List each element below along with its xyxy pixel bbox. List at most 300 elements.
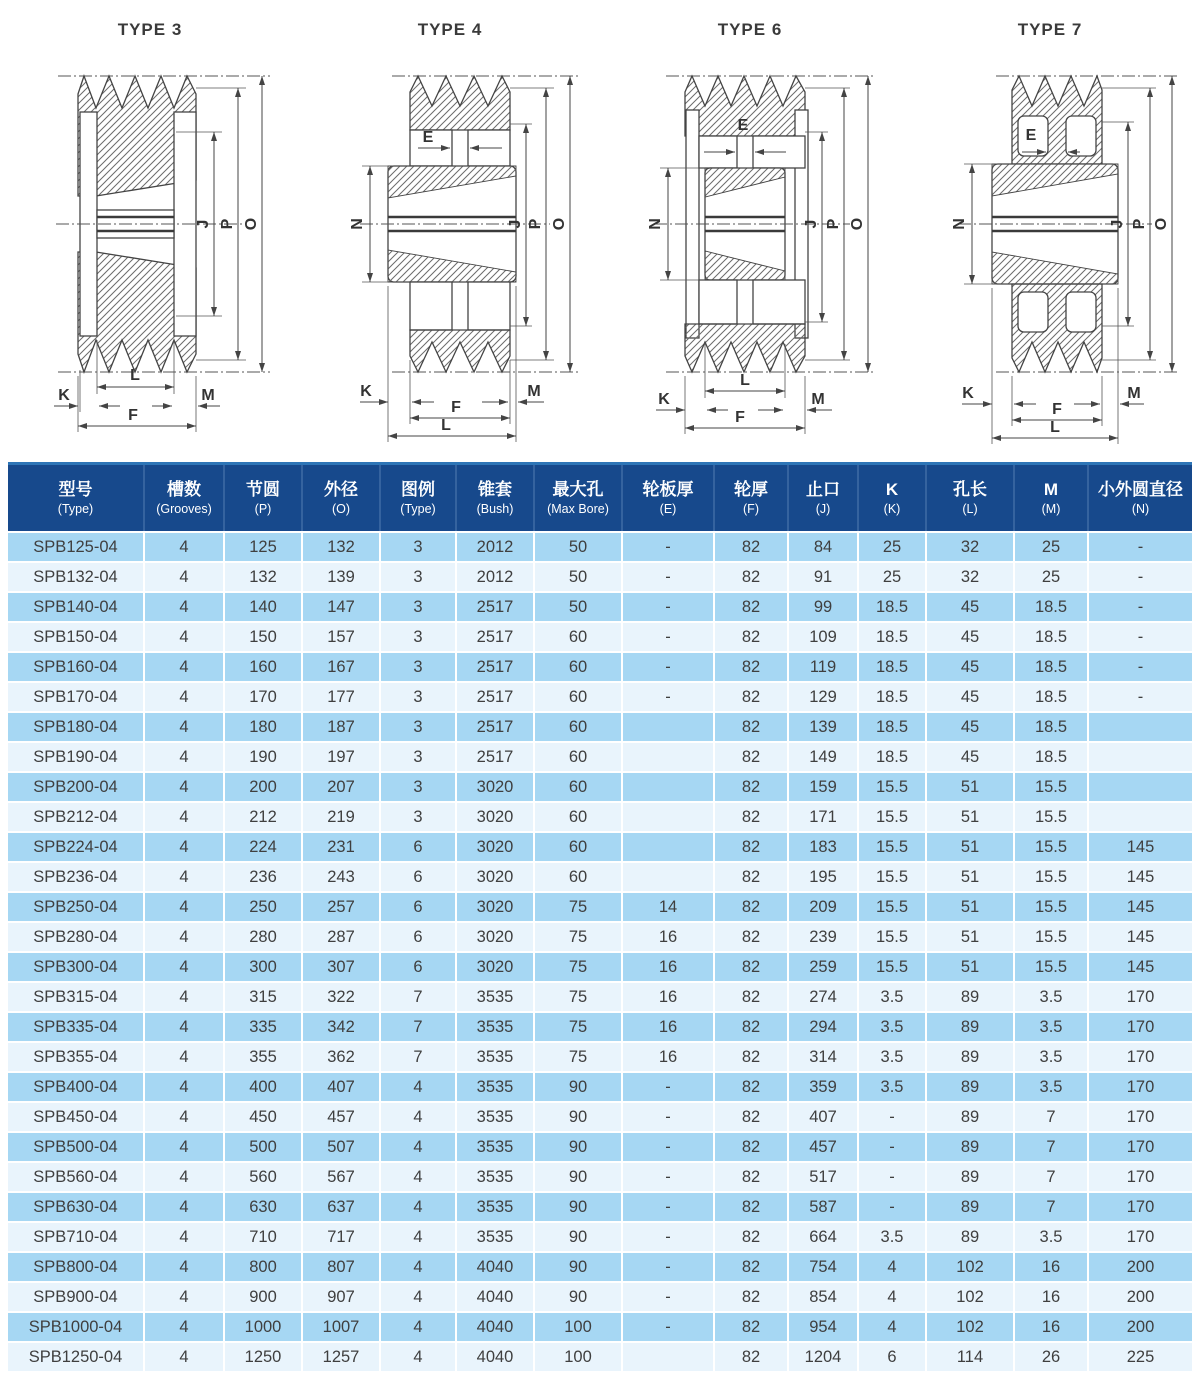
- cell: SPB710-04: [8, 1222, 144, 1252]
- cell: 60: [534, 862, 622, 892]
- cell: 567: [302, 1162, 380, 1192]
- cell: 4: [144, 652, 224, 682]
- table-row: [8, 1132, 1192, 1162]
- cell: 3.5: [858, 1042, 926, 1072]
- cell: 145: [1088, 952, 1192, 982]
- cell: 82: [714, 1132, 788, 1162]
- cell: SPB355-04: [8, 1042, 144, 1072]
- cell: SPB190-04: [8, 742, 144, 772]
- cell: 45: [926, 682, 1014, 712]
- spec-table-header: [8, 464, 1192, 533]
- dim-label-k: K: [658, 391, 670, 408]
- cell: 4: [144, 1222, 224, 1252]
- cell: 60: [534, 742, 622, 772]
- cell: 45: [926, 652, 1014, 682]
- cell: 2517: [456, 592, 534, 622]
- cell: 197: [302, 742, 380, 772]
- cell: 3: [380, 772, 456, 802]
- cell: 170: [1088, 1162, 1192, 1192]
- cell: -: [622, 562, 714, 592]
- cell: -: [1088, 562, 1192, 592]
- cell: 322: [302, 982, 380, 1012]
- col-header-k: K (K): [858, 464, 926, 533]
- cell: 82: [714, 1162, 788, 1192]
- cell: 82: [714, 1252, 788, 1282]
- cell: 15.5: [1014, 922, 1088, 952]
- dim-label-f: F: [1052, 401, 1062, 418]
- cell: 16: [622, 1012, 714, 1042]
- cell: 32: [926, 562, 1014, 592]
- cell: 457: [788, 1132, 858, 1162]
- cell: SPB125-04: [8, 532, 144, 562]
- cell: 82: [714, 922, 788, 952]
- cell: 3535: [456, 1192, 534, 1222]
- cell: 3020: [456, 802, 534, 832]
- cell: 4: [144, 892, 224, 922]
- cell: 754: [788, 1252, 858, 1282]
- cell: 18.5: [1014, 682, 1088, 712]
- cell: 145: [1088, 832, 1192, 862]
- cell: -: [622, 532, 714, 562]
- cell: 139: [788, 712, 858, 742]
- cell: SPB315-04: [8, 982, 144, 1012]
- cell: 91: [788, 562, 858, 592]
- cell: 15.5: [858, 802, 926, 832]
- col-header-figure: 图例 (Type): [380, 464, 456, 533]
- cell: 89: [926, 1042, 1014, 1072]
- dim-label-o: O: [243, 217, 260, 231]
- cell: 4: [144, 1102, 224, 1132]
- cell: 18.5: [858, 682, 926, 712]
- cell: 1000: [224, 1312, 302, 1342]
- cell: [1088, 802, 1192, 832]
- cell: 231: [302, 832, 380, 862]
- cell: 4: [144, 682, 224, 712]
- cell: 7: [1014, 1192, 1088, 1222]
- cell: 15.5: [858, 922, 926, 952]
- cell: 4: [144, 1282, 224, 1312]
- cell: 100: [534, 1342, 622, 1372]
- cell: 82: [714, 682, 788, 712]
- cell: 82: [714, 1342, 788, 1372]
- cell: 90: [534, 1072, 622, 1102]
- cell: 907: [302, 1282, 380, 1312]
- figure-type4: [300, 0, 600, 462]
- cell: 26: [1014, 1342, 1088, 1372]
- cell: 4: [380, 1222, 456, 1252]
- cell: 171: [788, 802, 858, 832]
- cell: 90: [534, 1162, 622, 1192]
- cell: 342: [302, 1012, 380, 1042]
- cell: 100: [534, 1312, 622, 1342]
- cell: 16: [1014, 1252, 1088, 1282]
- cell: 150: [224, 622, 302, 652]
- cell: 82: [714, 652, 788, 682]
- col-header-grooves: 槽数 (Grooves): [144, 464, 224, 533]
- cell: 109: [788, 622, 858, 652]
- cell: 167: [302, 652, 380, 682]
- cell: SPB280-04: [8, 922, 144, 952]
- cell: 224: [224, 832, 302, 862]
- cell: 335: [224, 1012, 302, 1042]
- cell: 2517: [456, 622, 534, 652]
- cell: 50: [534, 592, 622, 622]
- table-row: [8, 712, 1192, 742]
- cell: 170: [1088, 1192, 1192, 1222]
- cell: 157: [302, 622, 380, 652]
- cell: 4: [380, 1252, 456, 1282]
- table-row: [8, 802, 1192, 832]
- cell: 4: [144, 592, 224, 622]
- table-row: [8, 982, 1192, 1012]
- cell: 4: [380, 1312, 456, 1342]
- cell: SPB450-04: [8, 1102, 144, 1132]
- cell: -: [622, 682, 714, 712]
- cell: 82: [714, 982, 788, 1012]
- dim-label-e: E: [422, 129, 434, 146]
- cell: 170: [1088, 1042, 1192, 1072]
- table-row: [8, 682, 1192, 712]
- table-row: [8, 1102, 1192, 1132]
- cell: 2012: [456, 562, 534, 592]
- cell: 15.5: [1014, 862, 1088, 892]
- cell: 82: [714, 802, 788, 832]
- cell: 7: [1014, 1132, 1088, 1162]
- cell: [1088, 712, 1192, 742]
- dim-label-k: K: [360, 383, 372, 400]
- cell: 200: [1088, 1252, 1192, 1282]
- type3-diagram: [0, 14, 300, 444]
- cell: 170: [1088, 1012, 1192, 1042]
- dim-label-j: J: [1109, 219, 1126, 229]
- cell: 3.5: [858, 1222, 926, 1252]
- cell: 90: [534, 1282, 622, 1312]
- cell: 51: [926, 892, 1014, 922]
- spec-table: [8, 462, 1192, 1373]
- cell: 16: [1014, 1282, 1088, 1312]
- cell: 89: [926, 1192, 1014, 1222]
- table-row: [8, 1342, 1192, 1372]
- cell: 132: [302, 532, 380, 562]
- cell: 45: [926, 742, 1014, 772]
- cell: 257: [302, 892, 380, 922]
- cell: 183: [788, 832, 858, 862]
- cell: 4: [144, 1012, 224, 1042]
- cell: SPB180-04: [8, 712, 144, 742]
- col-header-bore-length: 孔长 (L): [926, 464, 1014, 533]
- dim-label-e: E: [1025, 127, 1037, 144]
- cell: 60: [534, 802, 622, 832]
- cell: 82: [714, 892, 788, 922]
- cell: 3020: [456, 772, 534, 802]
- cell: 3535: [456, 1012, 534, 1042]
- table-row: [8, 622, 1192, 652]
- table-row: [8, 562, 1192, 592]
- cell: 200: [1088, 1282, 1192, 1312]
- cell: 170: [1088, 1222, 1192, 1252]
- cell: 4: [858, 1282, 926, 1312]
- cell: 3535: [456, 1102, 534, 1132]
- cell: 6: [380, 832, 456, 862]
- cell: 51: [926, 922, 1014, 952]
- cell: 3: [380, 652, 456, 682]
- cell: 3.5: [858, 1072, 926, 1102]
- dim-label-p: P: [1131, 218, 1148, 230]
- cell: SPB400-04: [8, 1072, 144, 1102]
- cell: -: [622, 1102, 714, 1132]
- cell: 170: [1088, 982, 1192, 1012]
- cell: 3: [380, 562, 456, 592]
- figure-type7: [900, 0, 1200, 462]
- dim-label-k: K: [962, 385, 974, 402]
- cell: 114: [926, 1342, 1014, 1372]
- cell: 3535: [456, 1132, 534, 1162]
- cell: SPB140-04: [8, 592, 144, 622]
- cell: 717: [302, 1222, 380, 1252]
- cell: 294: [788, 1012, 858, 1042]
- cell: 15.5: [858, 952, 926, 982]
- cell: 82: [714, 1042, 788, 1072]
- cell: 60: [534, 682, 622, 712]
- cell: 4: [144, 1042, 224, 1072]
- cell: SPB200-04: [8, 772, 144, 802]
- dim-label-n: N: [951, 218, 968, 230]
- cell: 207: [302, 772, 380, 802]
- col-header-small-outer-dia: 小外圆直径 (N): [1088, 464, 1192, 533]
- cell: -: [622, 1132, 714, 1162]
- cell: 82: [714, 592, 788, 622]
- dim-label-f: F: [735, 409, 745, 426]
- cell: 82: [714, 952, 788, 982]
- cell: 195: [788, 862, 858, 892]
- cell: 243: [302, 862, 380, 892]
- cell: [622, 1342, 714, 1372]
- cell: 82: [714, 862, 788, 892]
- cell: 18.5: [1014, 712, 1088, 742]
- cell: 637: [302, 1192, 380, 1222]
- cell: 16: [622, 952, 714, 982]
- cell: 99: [788, 592, 858, 622]
- cell: 170: [1088, 1132, 1192, 1162]
- table-row: [8, 892, 1192, 922]
- cell: 18.5: [1014, 622, 1088, 652]
- cell: 6: [380, 952, 456, 982]
- cell: 170: [1088, 1072, 1192, 1102]
- cell: 4: [380, 1162, 456, 1192]
- cell: 3535: [456, 1072, 534, 1102]
- cell: 4: [144, 1252, 224, 1282]
- cell: [622, 832, 714, 862]
- cell: 82: [714, 1312, 788, 1342]
- cell: 7: [380, 1042, 456, 1072]
- cell: 1204: [788, 1342, 858, 1372]
- cell: SPB560-04: [8, 1162, 144, 1192]
- cell: 16: [622, 922, 714, 952]
- cell: 89: [926, 1162, 1014, 1192]
- cell: 4040: [456, 1342, 534, 1372]
- cell: 517: [788, 1162, 858, 1192]
- cell: 274: [788, 982, 858, 1012]
- cell: 15.5: [1014, 832, 1088, 862]
- cell: 82: [714, 1282, 788, 1312]
- cell: 180: [224, 712, 302, 742]
- cell: 4: [144, 802, 224, 832]
- figure-type6: [600, 0, 900, 462]
- cell: [622, 862, 714, 892]
- dim-label-j: J: [507, 219, 524, 229]
- cell: SPB212-04: [8, 802, 144, 832]
- cell: 145: [1088, 892, 1192, 922]
- cell: SPB1250-04: [8, 1342, 144, 1372]
- figure-title: TYPE 7: [1017, 20, 1083, 39]
- cell: 4: [144, 622, 224, 652]
- cell: 2517: [456, 682, 534, 712]
- cell: 18.5: [858, 652, 926, 682]
- cell: 800: [224, 1252, 302, 1282]
- cell: 15.5: [858, 892, 926, 922]
- cell: 314: [788, 1042, 858, 1072]
- dim-label-l: L: [441, 417, 451, 434]
- cell: 3535: [456, 1222, 534, 1252]
- cell: 7: [380, 982, 456, 1012]
- cell: 6: [380, 922, 456, 952]
- cell: 6: [380, 862, 456, 892]
- table-row: [8, 1012, 1192, 1042]
- cell: -: [622, 1252, 714, 1282]
- cell: 4: [144, 532, 224, 562]
- cell: 560: [224, 1162, 302, 1192]
- cell: 45: [926, 592, 1014, 622]
- table-row: [8, 862, 1192, 892]
- cell: 51: [926, 802, 1014, 832]
- cell: 119: [788, 652, 858, 682]
- dim-label-l: L: [1050, 419, 1060, 436]
- table-row: [8, 1252, 1192, 1282]
- cell: 3535: [456, 1042, 534, 1072]
- cell: 16: [622, 982, 714, 1012]
- cell: 82: [714, 532, 788, 562]
- cell: 16: [1014, 1312, 1088, 1342]
- cell: SPB800-04: [8, 1252, 144, 1282]
- cell: 200: [224, 772, 302, 802]
- cell: 807: [302, 1252, 380, 1282]
- cell: 82: [714, 772, 788, 802]
- cell: 82: [714, 1012, 788, 1042]
- cell: 225: [1088, 1342, 1192, 1372]
- cell: 60: [534, 622, 622, 652]
- cell: 710: [224, 1222, 302, 1252]
- cell: 82: [714, 742, 788, 772]
- cell: 3535: [456, 1162, 534, 1192]
- cell: 90: [534, 1102, 622, 1132]
- cell: 89: [926, 1222, 1014, 1252]
- col-header-wheel-thickness: 轮厚 (F): [714, 464, 788, 533]
- cell: 60: [534, 772, 622, 802]
- cell: 219: [302, 802, 380, 832]
- cell: 75: [534, 982, 622, 1012]
- cell: 3: [380, 682, 456, 712]
- col-header-web-thickness: 轮板厚 (E): [622, 464, 714, 533]
- cell: 140: [224, 592, 302, 622]
- cell: 15.5: [1014, 892, 1088, 922]
- cell: 3: [380, 712, 456, 742]
- type7-diagram: [900, 14, 1200, 444]
- cell: 75: [534, 892, 622, 922]
- col-header-pitch: 节圆 (P): [224, 464, 302, 533]
- cell: 60: [534, 832, 622, 862]
- cell: 18.5: [858, 712, 926, 742]
- cell: 4: [380, 1102, 456, 1132]
- cell: 18.5: [858, 592, 926, 622]
- dim-label-f: F: [128, 407, 138, 424]
- cell: 250: [224, 892, 302, 922]
- cell: 4: [144, 712, 224, 742]
- cell: -: [622, 652, 714, 682]
- cell: 125: [224, 532, 302, 562]
- cell: 4: [144, 862, 224, 892]
- cell: 18.5: [858, 742, 926, 772]
- cell: 900: [224, 1282, 302, 1312]
- table-row: [8, 772, 1192, 802]
- cell: 89: [926, 1012, 1014, 1042]
- cell: SPB630-04: [8, 1192, 144, 1222]
- cell: -: [622, 1222, 714, 1252]
- dim-label-o: O: [1153, 217, 1170, 231]
- cell: 90: [534, 1192, 622, 1222]
- cell: 3: [380, 592, 456, 622]
- cell: 1257: [302, 1342, 380, 1372]
- cell: 90: [534, 1222, 622, 1252]
- dim-label-k: K: [58, 387, 70, 404]
- cell: 149: [788, 742, 858, 772]
- dim-label-m: M: [527, 383, 541, 400]
- cell: 82: [714, 562, 788, 592]
- cell: -: [622, 1312, 714, 1342]
- cell: 145: [1088, 922, 1192, 952]
- dim-label-o: O: [849, 217, 866, 231]
- dim-label-l: L: [130, 367, 140, 384]
- cell: 4: [144, 1162, 224, 1192]
- cell: 25: [1014, 532, 1088, 562]
- cell: 954: [788, 1312, 858, 1342]
- cell: 15.5: [858, 772, 926, 802]
- cell: 51: [926, 862, 1014, 892]
- cell: 89: [926, 1132, 1014, 1162]
- col-header-outer-dia: 外径 (O): [302, 464, 380, 533]
- cell: 3.5: [1014, 1072, 1088, 1102]
- cell: 51: [926, 772, 1014, 802]
- table-row: [8, 1192, 1192, 1222]
- dim-label-n: N: [647, 218, 664, 230]
- cell: 89: [926, 982, 1014, 1012]
- col-header-bush: 锥套 (Bush): [456, 464, 534, 533]
- cell: 50: [534, 562, 622, 592]
- cell: 3020: [456, 922, 534, 952]
- cell: SPB224-04: [8, 832, 144, 862]
- cell: 60: [534, 712, 622, 742]
- cell: 4: [144, 982, 224, 1012]
- cell: 45: [926, 712, 1014, 742]
- cell: 3.5: [858, 1012, 926, 1042]
- cell: 15.5: [1014, 772, 1088, 802]
- cell: 4: [858, 1252, 926, 1282]
- cell: 18.5: [1014, 652, 1088, 682]
- cell: 259: [788, 952, 858, 982]
- dim-label-m: M: [1127, 385, 1141, 402]
- cell: 25: [858, 562, 926, 592]
- cell: 82: [714, 1102, 788, 1132]
- dim-label-m: M: [811, 391, 825, 408]
